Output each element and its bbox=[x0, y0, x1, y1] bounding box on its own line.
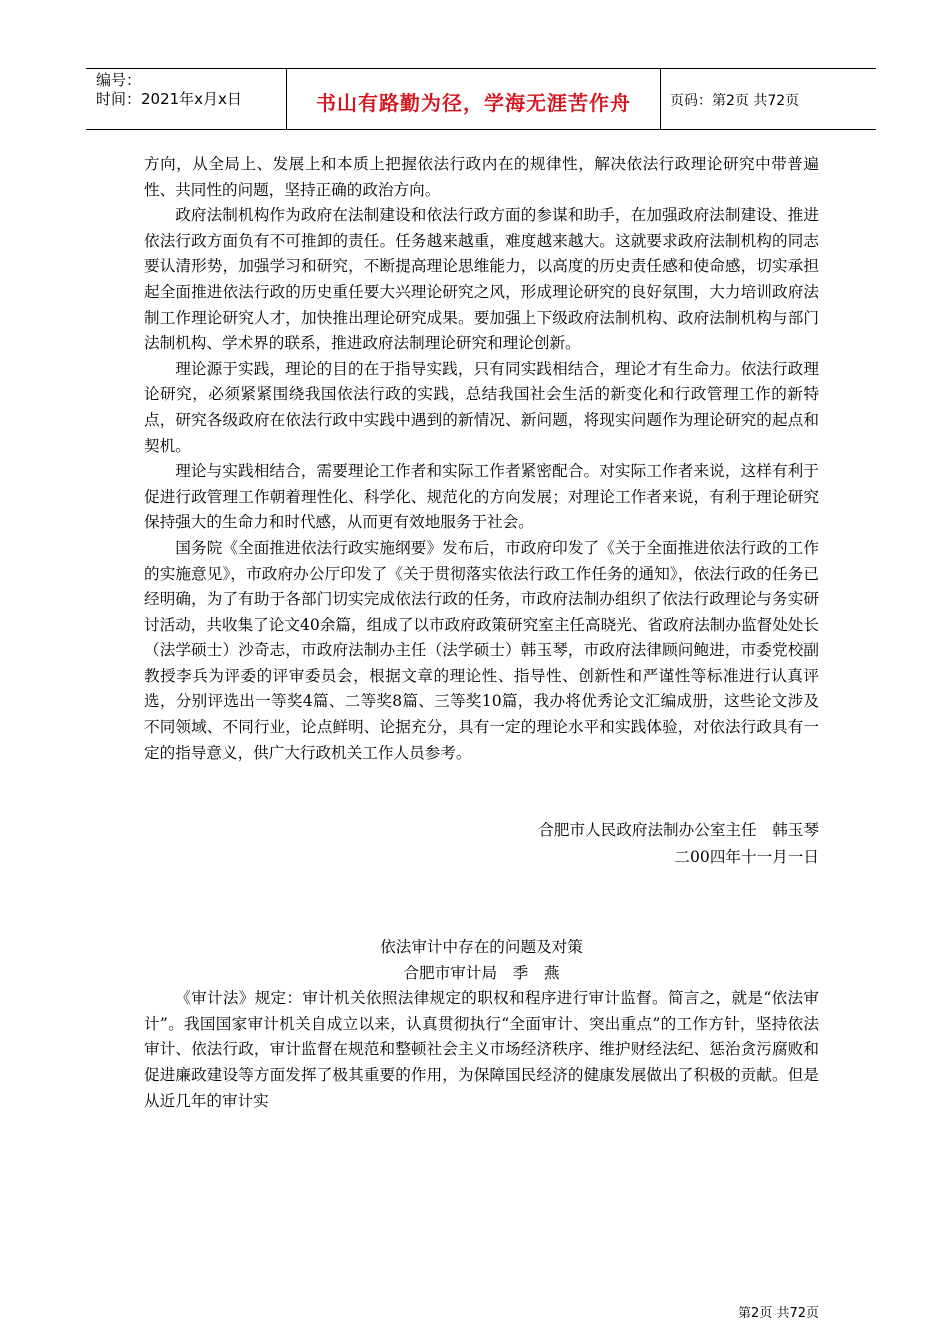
signature-block bbox=[144, 817, 819, 871]
header-divider bbox=[660, 69, 661, 129]
article-byline: 合肥市审计局 季 燕 bbox=[403, 964, 560, 983]
signature-date: 二00四年十一月一日 bbox=[674, 848, 819, 867]
document-body bbox=[144, 152, 819, 1114]
paragraph: 理论与实践相结合，需要理论工作者和实际工作者紧密配合。对实际工作者来说，这样有利于促进行政管理工作朝着理性化、科学化、规范化的方向发展；对理论工作者来说，有利于理论研究保持强大的生命力和时代感，从而更有效地服务于社会。 bbox=[144, 462, 819, 532]
header-meta bbox=[96, 71, 242, 109]
paragraph: 理论源于实践，理论的目的在于指导实践，只有同实践相结合，理论才有生命力。依法行政理论研究，必须紧紧围绕我国依法行政的实践，总结我国社会生活的新变化和行政管理工作的新特点，研究各级政府在依法行政中实践中遇到的新情况、新问题，将现实问题作为理论研究的起点和契机。 bbox=[144, 359, 819, 455]
page-header bbox=[86, 68, 876, 130]
page-footer: 第2页 共72页 bbox=[738, 1306, 819, 1321]
article-heading bbox=[144, 934, 819, 986]
number-label: 编号： bbox=[96, 71, 142, 89]
signature-author: 合肥市人民政府法制办公室主任 韩玉琴 bbox=[538, 821, 819, 840]
paragraph: 政府法制机构作为政府在法制建设和依法行政方面的参谋和助手，在加强政府法制建设、推进依法行政方面负有不可推卸的责任。任务越来越重，难度越来越大。这就要求政府法制机构的同志要认清形势，加强学习和研究，不断提高理论思维能力，以高度的历史责任感和使命感，切实承担起全面推进依法行政的历史重任要大兴理论研究之风，形成理论研究的良好氛围，大力培训政府法制工作理论研究人才，加快推出理论研究成果。要加强上下级政府法制机构、政府法制机构与部门法制机构、学术界的联系，推进政府法制理论研究和理论创新。 bbox=[144, 206, 819, 353]
article-title: 依法审计中存在的问题及对策 bbox=[380, 938, 583, 957]
header-page-label: 页码：第2页 共72页 bbox=[670, 93, 800, 109]
paragraph: 方向，从全局上、发展上和本质上把握依法行政内在的规律性，解决依法行政理论研究中带普遍性、共同性的问题，坚持正确的政治方向。 bbox=[144, 155, 819, 199]
header-motto: 书山有路勤为径，学海无涯苦作舟 bbox=[316, 91, 631, 115]
paragraph: 国务院《全面推进依法行政实施纲要》发布后，市政府印发了《关于全面推进依法行政的工作的实施意见》，市政府办公厅印发了《关于贯彻落实依法行政工作任务的通知》，依法行政的任务已经明确，为了有助于各部门切实完成依法行政的任务，市政府法制办组织了依法行政理论与务实研讨活动，共收集了论文40余篇，组成了以市政府政策研究室主任高晓光、省政府法制办监督处处长（法学硕士）沙奇志，市政府法制办主任（法学硕士）韩玉琴，市政府法律顾问鲍进，市委党校副教授李兵为评委的评审委员会，根据文章的理论性、指导性、创新性和严谨性等标准进行认真评选，分别评选出一等奖4篇、二等奖8篇、三等奖10篇，我办将优秀论文汇编成册，这些论文涉及不同领域、不同行业，论点鲜明、论据充分，具有一定的理论水平和实践体验，对依法行政具有一定的指导意义，供广大行政机关工作人员参考。 bbox=[144, 538, 819, 762]
article-paragraph: 《审计法》规定：审计机关依照法律规定的职权和程序进行审计监督。简言之，就是“依法审计”。我国国家审计机关自成立以来，认真贯彻执行“全面审计、突出重点”的工作方针，坚持依法审计、依法行政，审计监督在规范和整顿社会主义市场经济秩序、维护财经法纪、惩治贪污腐败和促进廉政建设等方面发挥了极其重要的作用，为保障国民经济的健康发展做出了积极的贡献。但是从近几年的审计实 bbox=[144, 989, 819, 1110]
time-label: 时间：2021年x月x日 bbox=[96, 90, 242, 108]
